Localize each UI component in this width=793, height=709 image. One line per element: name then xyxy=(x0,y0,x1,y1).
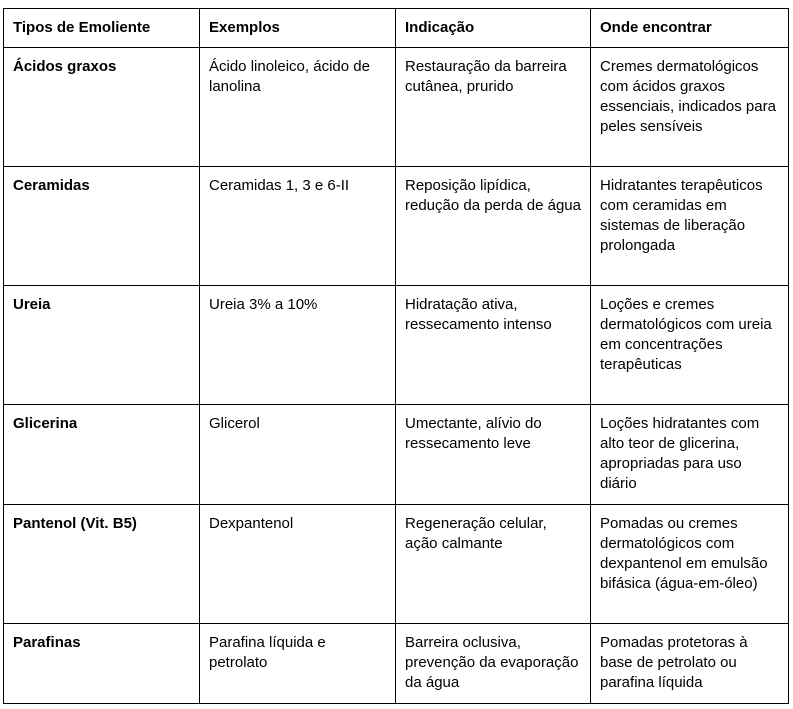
header-onde-encontrar: Onde encontrar xyxy=(591,9,789,48)
cell-type: Parafinas xyxy=(4,624,200,704)
table-row xyxy=(4,505,789,624)
cell-indication: Reposição lipídica, redução da perda de água xyxy=(396,167,591,286)
cell-where: Cremes dermatológicos com ácidos graxos essenciais, indicados para peles sensíveis xyxy=(591,48,789,167)
cell-examples: Dexpantenol xyxy=(200,505,396,624)
table-row xyxy=(4,48,789,167)
cell-indication: Barreira oclusiva, prevenção da evaporação da água xyxy=(396,624,591,704)
header-tipos: Tipos de Emoliente xyxy=(4,9,200,48)
cell-examples: Glicerol xyxy=(200,405,396,505)
table-header-row xyxy=(4,9,789,48)
cell-type: Ceramidas xyxy=(4,167,200,286)
cell-type: Ureia xyxy=(4,286,200,405)
cell-examples: Ceramidas 1, 3 e 6-II xyxy=(200,167,396,286)
table-row xyxy=(4,286,789,405)
table-row xyxy=(4,405,789,505)
cell-examples: Ureia 3% a 10% xyxy=(200,286,396,405)
cell-where: Loções e cremes dermatológicos com ureia em concentrações terapêuticas xyxy=(591,286,789,405)
cell-where: Pomadas protetoras à base de petrolato ou parafina líquida xyxy=(591,624,789,704)
cell-examples: Parafina líquida e petrolato xyxy=(200,624,396,704)
header-exemplos: Exemplos xyxy=(200,9,396,48)
table-row xyxy=(4,624,789,704)
cell-type: Glicerina xyxy=(4,405,200,505)
cell-where: Pomadas ou cremes dermatológicos com dexpantenol em emulsão bifásica (água-em-óleo) xyxy=(591,505,789,624)
cell-indication: Umectante, alívio do ressecamento leve xyxy=(396,405,591,505)
cell-type: Pantenol (Vit. B5) xyxy=(4,505,200,624)
cell-indication: Regeneração celular, ação calmante xyxy=(396,505,591,624)
cell-type: Ácidos graxos xyxy=(4,48,200,167)
header-indicacao: Indicação xyxy=(396,9,591,48)
cell-where: Hidratantes terapêuticos com ceramidas em sistemas de liberação prolongada xyxy=(591,167,789,286)
cell-indication: Hidratação ativa, ressecamento intenso xyxy=(396,286,591,405)
cell-where: Loções hidratantes com alto teor de glicerina, apropriadas para uso diário xyxy=(591,405,789,505)
emollient-table xyxy=(3,8,789,704)
cell-examples: Ácido linoleico, ácido de lanolina xyxy=(200,48,396,167)
table-row xyxy=(4,167,789,286)
cell-indication: Restauração da barreira cutânea, prurido xyxy=(396,48,591,167)
